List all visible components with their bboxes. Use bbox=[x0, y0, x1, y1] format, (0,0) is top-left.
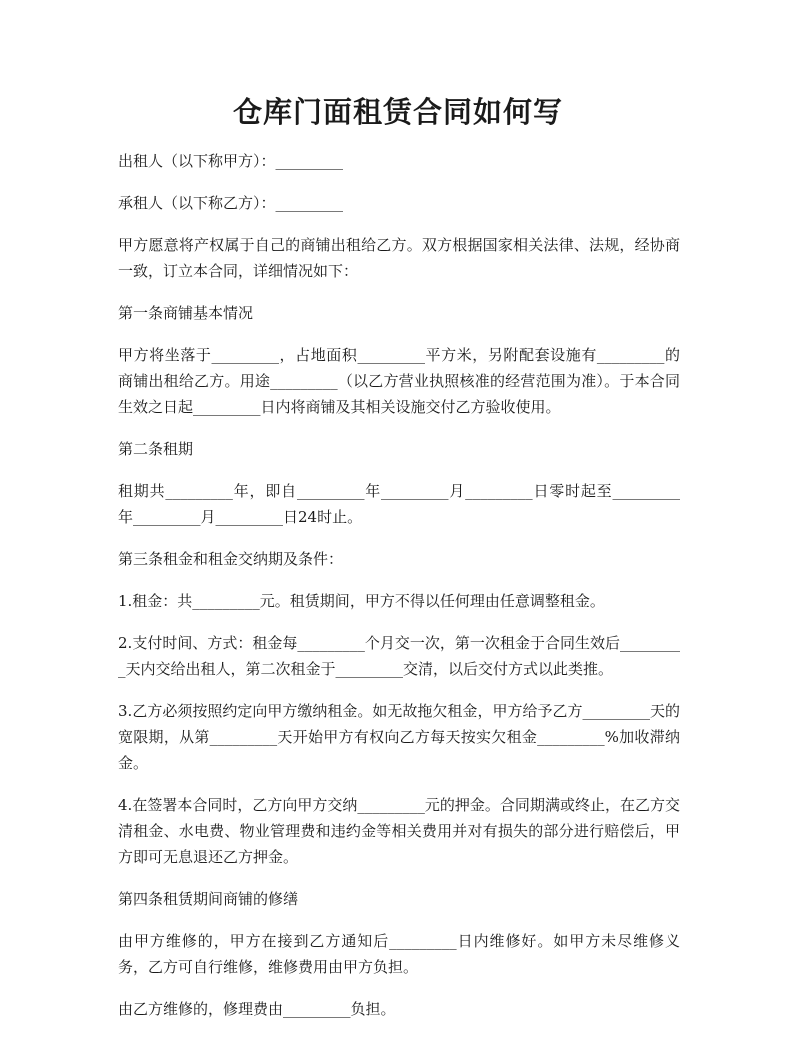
article-3-item-2: 2.支付时间、方式：租金每_________个月交一次，第一次租金于合同生效后_________天内交给出租人，第二次租金于_________交清，以后交付方式以此类推。 bbox=[118, 634, 680, 678]
article-4-heading: 第四条租赁期间商铺的修缮 bbox=[118, 890, 299, 908]
article-4-tenant-repair: 由乙方维修的，修理费由_________负担。 bbox=[118, 1000, 396, 1018]
preamble-paragraph: 甲方愿意将产权属于自己的商铺出租给乙方。双方根据国家相关法律、法规，经协商一致，订立本合同，详细情况如下： bbox=[118, 236, 680, 280]
article-3-item-1: 1.租金：共_________元。租赁期间，甲方不得以任何理由任意调整租金。 bbox=[118, 592, 605, 610]
document-title: 仓库门面租赁合同如何写 bbox=[232, 95, 563, 129]
article-3-item-3: 3.乙方必须按照约定向甲方缴纳租金。如无故拖欠租金，甲方给予乙方_________天的宽限期，从第_________天开始甲方有权向乙方每天按实欠租金_________%加收滞纳金。 bbox=[118, 702, 680, 772]
article-1-heading: 第一条商铺基本情况 bbox=[118, 304, 254, 322]
article-2-heading: 第二条租期 bbox=[118, 440, 194, 458]
article-3-heading: 第三条租金和租金交纳期及条件： bbox=[118, 550, 344, 568]
article-1-body: 甲方将坐落于_________，占地面积_________平方米，另附配套设施有_________的商铺出租给乙方。用途_________（以乙方营业执照核准的经营范围为准）。于本合同生效之日起_________日内将商铺及其相关设施交付乙方验收使用。 bbox=[118, 346, 680, 416]
article-4-landlord-repair: 由甲方维修的，甲方在接到乙方通知后_________日内维修好。如甲方未尽维修义务，乙方可自行维修，维修费用由甲方负担。 bbox=[118, 932, 680, 976]
document-body bbox=[118, 148, 680, 1038]
party-a-line: 出租人（以下称甲方）：_________ bbox=[118, 152, 344, 170]
article-2-body: 租期共_________年，即自_________年_________月_________日零时起至_________年_________月_________日24时止。 bbox=[118, 482, 680, 526]
article-3-item-4: 4.在签署本合同时，乙方向甲方交纳_________元的押金。合同期满或终止，在乙方交清租金、水电费、物业管理费和违约金等相关费用并对有损失的部分进行赔偿后，甲方即可无息退还乙方押金。 bbox=[118, 796, 680, 866]
party-b-line: 承租人（以下称乙方）：_________ bbox=[118, 194, 344, 212]
